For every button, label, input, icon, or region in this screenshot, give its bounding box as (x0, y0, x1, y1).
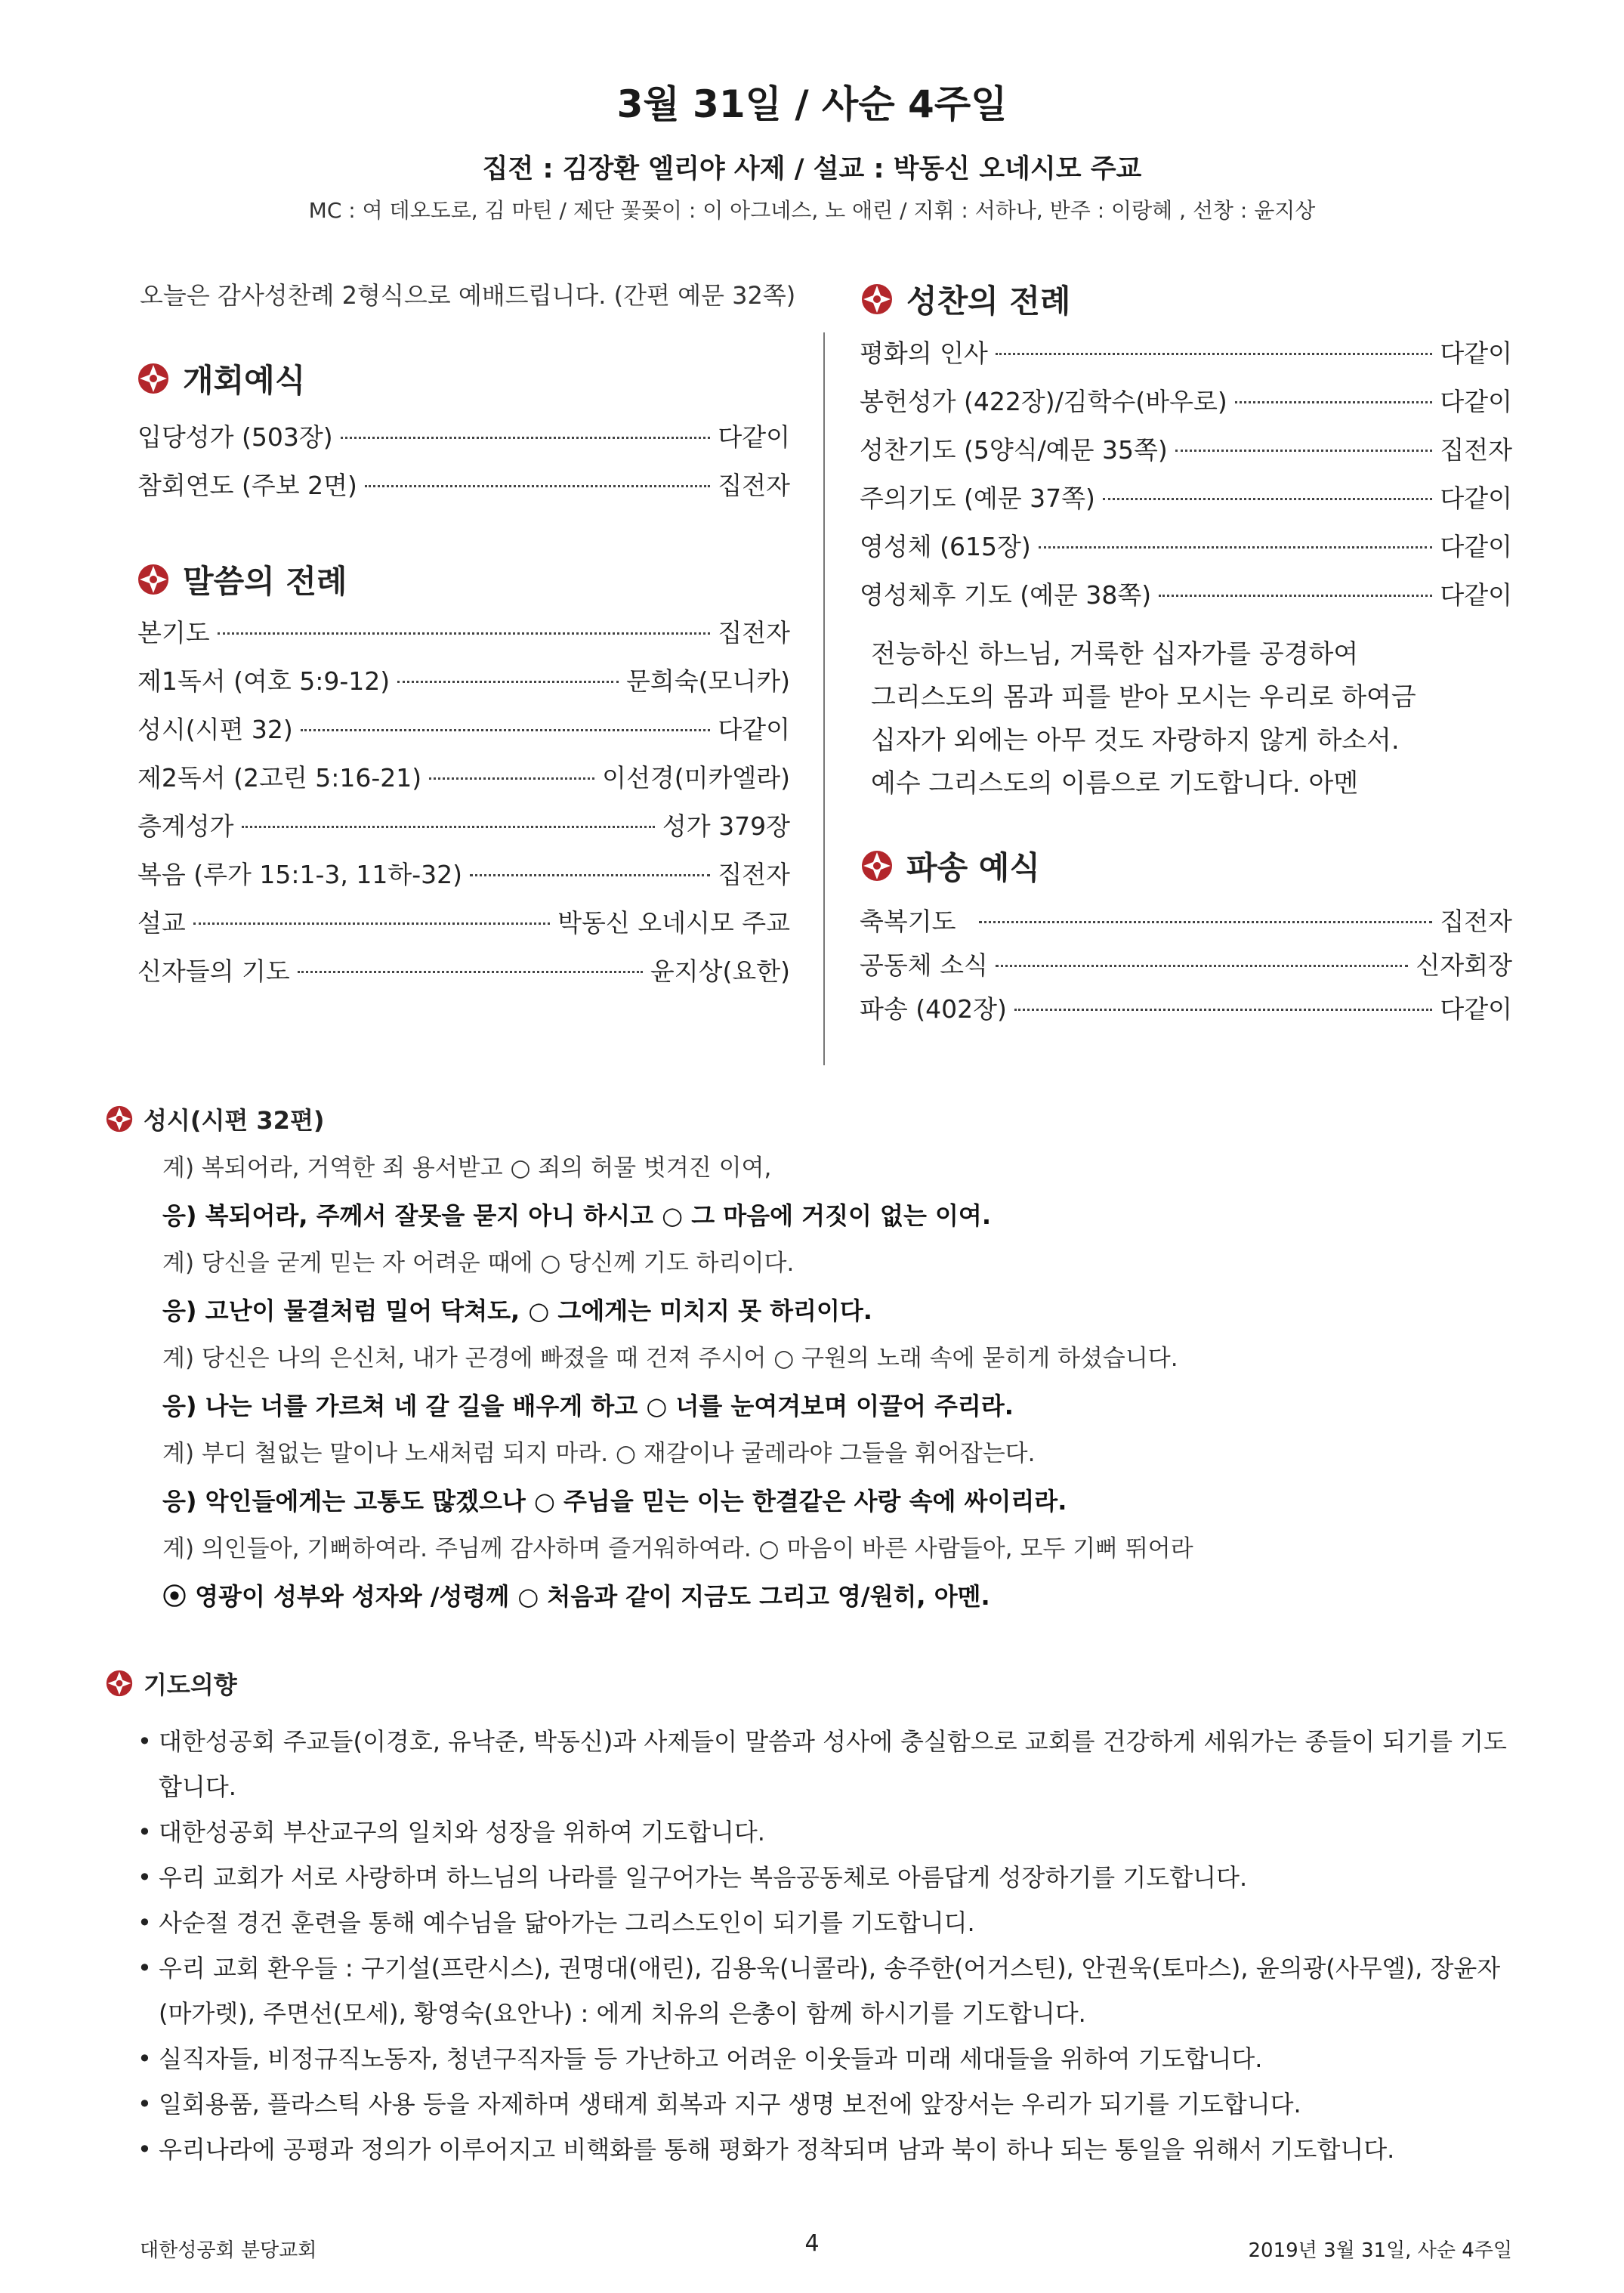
section-dismissal-heading: 파송 예식 (861, 843, 1040, 888)
footer-church-name: 대한성공회 분당교회 (140, 2239, 317, 2262)
psalm-response: 응) 악인들에게는 고통도 많겠으나 ○ 주님을 믿는 이는 한결같은 사랑 속에 싸이리라. (162, 1487, 1067, 1516)
cross-icon (861, 283, 893, 315)
order-row: 평화의 인사 다같이 (860, 338, 1512, 368)
intro-text: 오늘은 감사성찬례 2형식으로 예배드립니다. (간편 예문 32쪽) (140, 281, 796, 310)
mc-line: MC : 여 데오도로, 김 마틴 / 제단 꽃꽂이 : 이 아그네스, 노 애린 / 지휘 : 서하나, 반주 : 이랑혜 , 선창 : 윤지상 (308, 198, 1316, 223)
psalm-verse: 계) 당신을 굳게 믿는 자 어려운 때에 ○ 당신께 기도 하리이다. (162, 1250, 795, 1277)
order-row: 신자들의 기도 윤지상(요한) (137, 956, 790, 986)
order-row: 복음 (루가 15:1-3, 11하-32) 집전자 (137, 860, 790, 889)
order-row: 축복기도 집전자 (860, 907, 1512, 936)
order-row: 영성체 (615장) 다같이 (860, 532, 1512, 561)
post-communion-prayer: 전능하신 하느님, 거룩한 십자가를 공경하여 그리스도의 몸과 피를 받아 모시는 우리로 하여금 십자가 외에는 아무 것도 자랑하지 않게 하소서. 예수 그리스도의 이름으로 기도합니다. 아멘 (871, 639, 1416, 799)
order-row: 영성체후 기도 (예문 38쪽) 다같이 (860, 580, 1512, 610)
psalm-heading: 성시(시편 32편) (106, 1102, 324, 1136)
intention-item: • 사순절 경건 훈련을 통해 예수님을 닮아가는 그리스도인이 되기를 기도합니디. (137, 1908, 975, 1937)
psalm-verse: 계) 의인들아, 기뻐하여라. 주님께 감사하며 즐거워하여라. ○ 마음이 바른 사람들아, 모두 기뻐 뛰어라 (162, 1535, 1193, 1562)
officiant-line: 집전 : 김장환 엘리야 사제 / 설교 : 박동신 오네시모 주교 (482, 154, 1142, 184)
order-row: 제1독서 (여호 5:9-12) 문희숙(모니카) (137, 666, 790, 696)
cross-icon (861, 850, 893, 882)
word-list (137, 613, 790, 1000)
order-row: 봉헌성가 (422장)/김학수(바우로) 다같이 (860, 387, 1512, 416)
cross-icon (137, 363, 169, 394)
order-row: 파송 (402장) 다같이 (860, 994, 1512, 1024)
footer-date: 2019년 3월 31일, 사순 4주일 (1248, 2239, 1512, 2262)
opening-list (137, 418, 790, 515)
page-number: 4 (804, 2230, 820, 2257)
order-row: 입당성가 (503장) 다같이 (137, 422, 790, 452)
psalm-response: 응) 복되어라, 주께서 잘못을 묻지 아니 하시고 ○ 그 마음에 거짓이 없는 이여. (162, 1201, 991, 1230)
intention-item: • 우리나라에 공평과 정의가 이루어지고 비핵화를 통해 평화가 정착되며 남과 북이 하나 되는 통일을 위해서 기도합니다. (137, 2135, 1395, 2164)
intention-item: • 일회용품, 플라스틱 사용 등을 자제하며 생태계 회복과 지구 생명 보전에 앞장서는 우리가 되기를 기도합니다. (137, 2090, 1301, 2118)
order-row: 성찬기도 (5양식/예문 35쪽) 집전자 (860, 435, 1512, 465)
order-row: 공동체 소식 신자회장 (860, 950, 1512, 980)
column-divider (823, 332, 825, 1065)
intention-item: • 우리 교회 환우들 : 구기설(프란시스), 권명대(애린), 김용욱(니콜라), 송주한(어거스틴), 안권욱(토마스), 윤의광(사무엘), 장윤자(마가렛), 주면선(모세), 황영숙(요안나) : 에게 치유의 은총이 함께 하시기를 기도합니다. (137, 1954, 1501, 2028)
intention-item: • 실직자들, 비정규직노동자, 청년구직자들 등 가난하고 어려운 이웃들과 미래 세대들을 위하여 기도합니다. (137, 2044, 1263, 2073)
order-row: 설교 박동신 오네시모 주교 (137, 908, 790, 938)
intention-item: • 대한성공회 부산교구의 일치와 성장을 위하여 기도합니다. (137, 1818, 765, 1846)
intention-item: • 대한성공회 주교들(이경호, 유낙준, 박동신)과 사제들이 말씀과 성사에 충실함으로 교회를 건강하게 세워가는 종들이 되기를 기도합니다. (137, 1727, 1507, 1801)
psalm-verse: 계) 복되어라, 거역한 죄 용서받고 ○ 죄의 허물 벗겨진 이여, (162, 1154, 772, 1182)
order-row: 층계성가 성가 379장 (137, 811, 790, 841)
cross-icon (106, 1105, 133, 1133)
order-row: 참회연도 (주보 2면) 집전자 (137, 471, 790, 500)
page-title: 3월 31일 / 사순 4주일 (616, 82, 1008, 126)
intention-item: • 우리 교회가 서로 사랑하며 하느님의 나라를 일구어가는 복음공동체로 아름답게 성장하기를 기도합니다. (137, 1863, 1248, 1892)
psalm-verse: 계) 부디 철없는 말이나 노새처럼 되지 마라. ○ 재갈이나 굴레라야 그들을 휘어잡는다. (162, 1440, 1036, 1467)
cross-icon (106, 1670, 133, 1697)
order-row: 성시(시편 32) 다같이 (137, 715, 790, 744)
section-opening-heading: 개회예식 (137, 356, 305, 401)
eucharist-list (860, 334, 1512, 624)
section-word-heading: 말씀의 전례 (137, 557, 347, 602)
intentions-list (137, 1719, 1514, 2172)
order-row: 주의기도 (예문 37쪽) 다같이 (860, 484, 1512, 513)
psalm-response: 응) 고난이 물결처럼 밀어 닥쳐도, ○ 그에게는 미치지 못 하리이다. (162, 1296, 872, 1325)
cross-icon (137, 564, 169, 595)
intentions-heading: 기도의향 (106, 1666, 237, 1701)
order-row: 본기도 집전자 (137, 618, 790, 647)
order-row: 제2독서 (2고린 5:16-21) 이선경(미카엘라) (137, 763, 790, 793)
psalm-gloria: ⦿ 영광이 성부와 성자와 /성령께 ○ 처음과 같이 지금도 그리고 영/원히, 아멘. (162, 1582, 990, 1611)
dismissal-list (860, 902, 1512, 1034)
section-eucharist-heading: 성찬의 전례 (861, 277, 1070, 322)
psalm-response: 응) 나는 너를 가르쳐 네 갈 길을 배우게 하고 ○ 너를 눈여겨보며 이끌어 주리라. (162, 1392, 1014, 1420)
psalm-verse: 계) 당신은 나의 은신처, 내가 곤경에 빠졌을 때 건져 주시어 ○ 구원의 노래 속에 묻히게 하셨습니다. (162, 1345, 1178, 1372)
psalm-text (162, 1145, 1522, 1621)
